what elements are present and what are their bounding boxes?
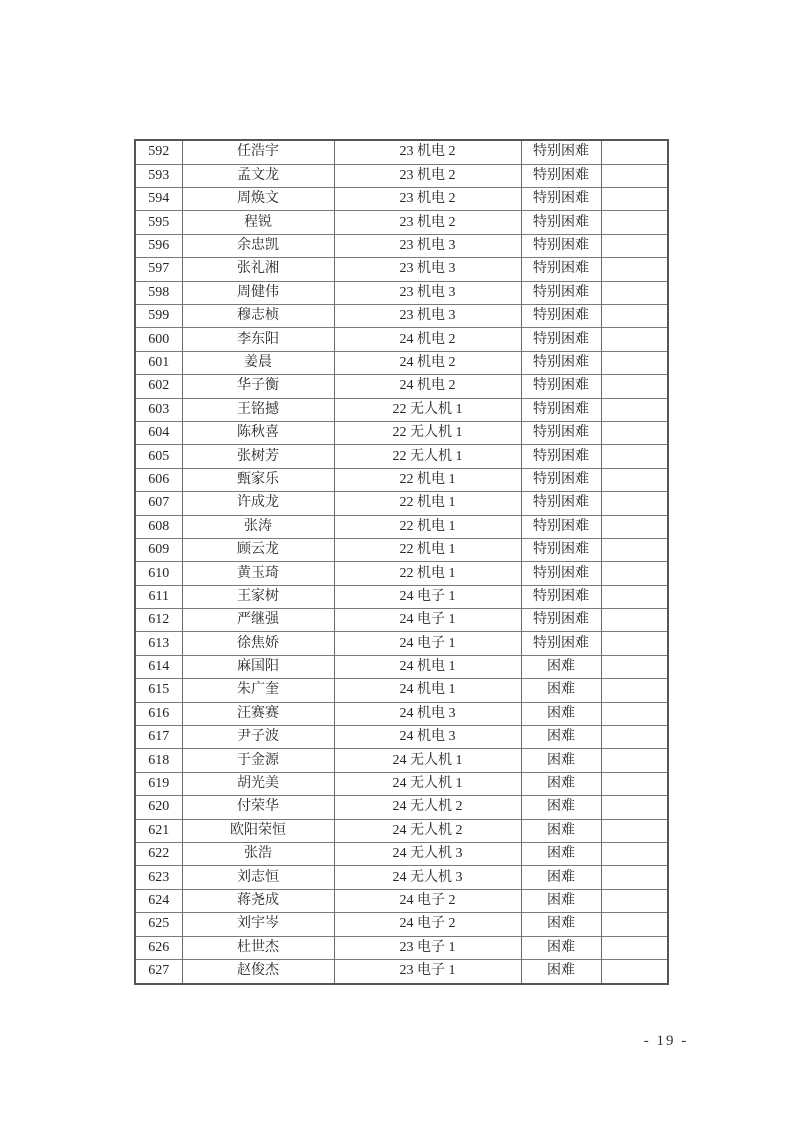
cell-name: 麻国阳 (182, 655, 334, 678)
cell-status: 特别困难 (521, 351, 601, 374)
cell-status: 特别困难 (521, 585, 601, 608)
cell-note (601, 702, 668, 725)
cell-seq: 623 (135, 866, 182, 889)
cell-class: 23 机电 2 (334, 188, 521, 211)
cell-note (601, 913, 668, 936)
cell-status: 特别困难 (521, 211, 601, 234)
cell-status: 困难 (521, 679, 601, 702)
cell-class: 23 机电 3 (334, 305, 521, 328)
cell-status: 特别困难 (521, 492, 601, 515)
table-row (135, 632, 668, 655)
cell-note (601, 211, 668, 234)
table-row (135, 492, 668, 515)
table-row (135, 609, 668, 632)
table-row (135, 211, 668, 234)
cell-class: 24 机电 1 (334, 655, 521, 678)
cell-note (601, 164, 668, 187)
cell-name: 刘志恒 (182, 866, 334, 889)
cell-name: 杜世杰 (182, 936, 334, 959)
cell-status: 特别困难 (521, 234, 601, 257)
cell-note (601, 585, 668, 608)
cell-note (601, 492, 668, 515)
cell-note (601, 726, 668, 749)
cell-status: 特别困难 (521, 398, 601, 421)
cell-status: 困难 (521, 655, 601, 678)
cell-seq: 619 (135, 772, 182, 795)
cell-name: 朱广奎 (182, 679, 334, 702)
cell-class: 24 无人机 1 (334, 749, 521, 772)
cell-seq: 624 (135, 889, 182, 912)
table-row (135, 281, 668, 304)
cell-status: 困难 (521, 936, 601, 959)
cell-seq: 615 (135, 679, 182, 702)
page-number: - 19 - (643, 1033, 689, 1049)
cell-class: 23 机电 2 (334, 211, 521, 234)
cell-status: 特别困难 (521, 140, 601, 164)
cell-status: 困难 (521, 749, 601, 772)
cell-status: 困难 (521, 913, 601, 936)
cell-class: 24 电子 1 (334, 609, 521, 632)
cell-seq: 620 (135, 796, 182, 819)
cell-seq: 592 (135, 140, 182, 164)
cell-name: 胡光美 (182, 772, 334, 795)
cell-seq: 603 (135, 398, 182, 421)
table-row (135, 655, 668, 678)
cell-note (601, 936, 668, 959)
cell-class: 24 无人机 3 (334, 843, 521, 866)
cell-status: 特别困难 (521, 305, 601, 328)
cell-name: 王家树 (182, 585, 334, 608)
cell-note (601, 188, 668, 211)
cell-name: 刘宇岑 (182, 913, 334, 936)
cell-status: 困难 (521, 726, 601, 749)
cell-status: 特别困难 (521, 258, 601, 281)
cell-class: 24 电子 1 (334, 632, 521, 655)
cell-class: 24 机电 2 (334, 328, 521, 351)
cell-status: 困难 (521, 796, 601, 819)
table-row (135, 188, 668, 211)
table-row (135, 889, 668, 912)
cell-name: 周焕文 (182, 188, 334, 211)
cell-class: 24 无人机 1 (334, 772, 521, 795)
cell-status: 特别困难 (521, 328, 601, 351)
cell-note (601, 959, 668, 984)
cell-note (601, 866, 668, 889)
cell-class: 23 机电 2 (334, 140, 521, 164)
cell-status: 困难 (521, 889, 601, 912)
table-row (135, 562, 668, 585)
student-aid-roster-table (134, 139, 669, 985)
cell-name: 孟文龙 (182, 164, 334, 187)
cell-note (601, 328, 668, 351)
cell-status: 特别困难 (521, 609, 601, 632)
cell-name: 程锐 (182, 211, 334, 234)
table-row (135, 866, 668, 889)
cell-seq: 597 (135, 258, 182, 281)
cell-note (601, 234, 668, 257)
cell-name: 姜晨 (182, 351, 334, 374)
cell-note (601, 515, 668, 538)
cell-class: 23 电子 1 (334, 936, 521, 959)
cell-name: 穆志桢 (182, 305, 334, 328)
cell-name: 汪赛赛 (182, 702, 334, 725)
cell-seq: 622 (135, 843, 182, 866)
cell-seq: 596 (135, 234, 182, 257)
cell-class: 24 机电 1 (334, 679, 521, 702)
cell-name: 顾云龙 (182, 538, 334, 561)
cell-name: 华子衡 (182, 375, 334, 398)
cell-status: 困难 (521, 866, 601, 889)
table-row (135, 234, 668, 257)
cell-note (601, 375, 668, 398)
cell-seq: 617 (135, 726, 182, 749)
table-row (135, 843, 668, 866)
cell-note (601, 655, 668, 678)
cell-name: 陈秋喜 (182, 421, 334, 444)
cell-class: 22 机电 1 (334, 562, 521, 585)
table-row (135, 445, 668, 468)
cell-name: 于金源 (182, 749, 334, 772)
cell-name: 蒋尧成 (182, 889, 334, 912)
cell-seq: 593 (135, 164, 182, 187)
cell-note (601, 468, 668, 491)
cell-note (601, 258, 668, 281)
cell-class: 23 机电 3 (334, 281, 521, 304)
cell-status: 困难 (521, 959, 601, 984)
cell-name: 甄家乐 (182, 468, 334, 491)
cell-seq: 618 (135, 749, 182, 772)
cell-status: 特别困难 (521, 281, 601, 304)
cell-name: 尹子波 (182, 726, 334, 749)
cell-seq: 609 (135, 538, 182, 561)
cell-name: 李东阳 (182, 328, 334, 351)
cell-note (601, 609, 668, 632)
cell-class: 22 机电 1 (334, 538, 521, 561)
table-row (135, 351, 668, 374)
cell-note (601, 140, 668, 164)
cell-note (601, 421, 668, 444)
table-row (135, 538, 668, 561)
cell-status: 特别困难 (521, 632, 601, 655)
table-row (135, 726, 668, 749)
cell-status: 困难 (521, 843, 601, 866)
table-row (135, 328, 668, 351)
cell-status: 特别困难 (521, 164, 601, 187)
cell-note (601, 679, 668, 702)
cell-class: 23 机电 3 (334, 234, 521, 257)
cell-seq: 626 (135, 936, 182, 959)
cell-class: 24 机电 3 (334, 702, 521, 725)
cell-name: 张树芳 (182, 445, 334, 468)
cell-seq: 627 (135, 959, 182, 984)
cell-name: 周健伟 (182, 281, 334, 304)
cell-class: 22 无人机 1 (334, 398, 521, 421)
cell-name: 赵俊杰 (182, 959, 334, 984)
cell-status: 特别困难 (521, 538, 601, 561)
cell-seq: 600 (135, 328, 182, 351)
cell-status: 困难 (521, 702, 601, 725)
cell-class: 24 电子 1 (334, 585, 521, 608)
cell-status: 特别困难 (521, 468, 601, 491)
cell-note (601, 281, 668, 304)
cell-note (601, 772, 668, 795)
cell-note (601, 562, 668, 585)
cell-seq: 612 (135, 609, 182, 632)
cell-seq: 610 (135, 562, 182, 585)
cell-name: 付荣华 (182, 796, 334, 819)
table-body (135, 140, 668, 984)
table-row (135, 140, 668, 164)
cell-class: 24 机电 2 (334, 351, 521, 374)
cell-name: 张浩 (182, 843, 334, 866)
table-row (135, 421, 668, 444)
cell-name: 余忠凯 (182, 234, 334, 257)
table-row (135, 398, 668, 421)
table-row (135, 796, 668, 819)
cell-seq: 621 (135, 819, 182, 842)
cell-note (601, 305, 668, 328)
table-row (135, 679, 668, 702)
cell-note (601, 632, 668, 655)
cell-name: 徐焦娇 (182, 632, 334, 655)
cell-name: 张礼湘 (182, 258, 334, 281)
cell-seq: 608 (135, 515, 182, 538)
cell-name: 黄玉琦 (182, 562, 334, 585)
cell-class: 22 机电 1 (334, 492, 521, 515)
cell-note (601, 749, 668, 772)
cell-seq: 606 (135, 468, 182, 491)
cell-name: 任浩宇 (182, 140, 334, 164)
table-row (135, 375, 668, 398)
table-row (135, 959, 668, 984)
cell-class: 24 机电 2 (334, 375, 521, 398)
cell-note (601, 445, 668, 468)
cell-seq: 594 (135, 188, 182, 211)
cell-name: 欧阳荣恒 (182, 819, 334, 842)
cell-class: 22 机电 1 (334, 515, 521, 538)
table-row (135, 913, 668, 936)
cell-note (601, 398, 668, 421)
table-row (135, 305, 668, 328)
cell-seq: 605 (135, 445, 182, 468)
cell-seq: 625 (135, 913, 182, 936)
table-row (135, 772, 668, 795)
table-row (135, 468, 668, 491)
cell-seq: 614 (135, 655, 182, 678)
cell-status: 特别困难 (521, 421, 601, 444)
cell-note (601, 538, 668, 561)
cell-note (601, 819, 668, 842)
cell-status: 特别困难 (521, 515, 601, 538)
cell-class: 23 机电 3 (334, 258, 521, 281)
table-row (135, 585, 668, 608)
cell-status: 特别困难 (521, 188, 601, 211)
cell-class: 24 无人机 2 (334, 796, 521, 819)
cell-class: 22 无人机 1 (334, 445, 521, 468)
cell-seq: 595 (135, 211, 182, 234)
cell-seq: 616 (135, 702, 182, 725)
cell-seq: 604 (135, 421, 182, 444)
cell-status: 困难 (521, 772, 601, 795)
cell-note (601, 796, 668, 819)
cell-name: 许成龙 (182, 492, 334, 515)
cell-status: 特别困难 (521, 562, 601, 585)
cell-class: 24 无人机 2 (334, 819, 521, 842)
cell-seq: 599 (135, 305, 182, 328)
table-row (135, 164, 668, 187)
table-row (135, 819, 668, 842)
cell-class: 23 电子 1 (334, 959, 521, 984)
table-row (135, 258, 668, 281)
cell-name: 王铭撼 (182, 398, 334, 421)
cell-class: 24 无人机 3 (334, 866, 521, 889)
cell-name: 严继强 (182, 609, 334, 632)
cell-seq: 611 (135, 585, 182, 608)
cell-seq: 607 (135, 492, 182, 515)
cell-class: 24 机电 3 (334, 726, 521, 749)
cell-note (601, 889, 668, 912)
cell-name: 张涛 (182, 515, 334, 538)
table-row (135, 515, 668, 538)
cell-class: 23 机电 2 (334, 164, 521, 187)
cell-seq: 601 (135, 351, 182, 374)
cell-note (601, 351, 668, 374)
cell-class: 22 机电 1 (334, 468, 521, 491)
cell-status: 困难 (521, 819, 601, 842)
cell-status: 特别困难 (521, 375, 601, 398)
cell-seq: 598 (135, 281, 182, 304)
cell-seq: 602 (135, 375, 182, 398)
table-row (135, 702, 668, 725)
cell-class: 22 无人机 1 (334, 421, 521, 444)
cell-class: 24 电子 2 (334, 913, 521, 936)
cell-note (601, 843, 668, 866)
table-row (135, 936, 668, 959)
cell-status: 特别困难 (521, 445, 601, 468)
cell-seq: 613 (135, 632, 182, 655)
cell-class: 24 电子 2 (334, 889, 521, 912)
table-row (135, 749, 668, 772)
